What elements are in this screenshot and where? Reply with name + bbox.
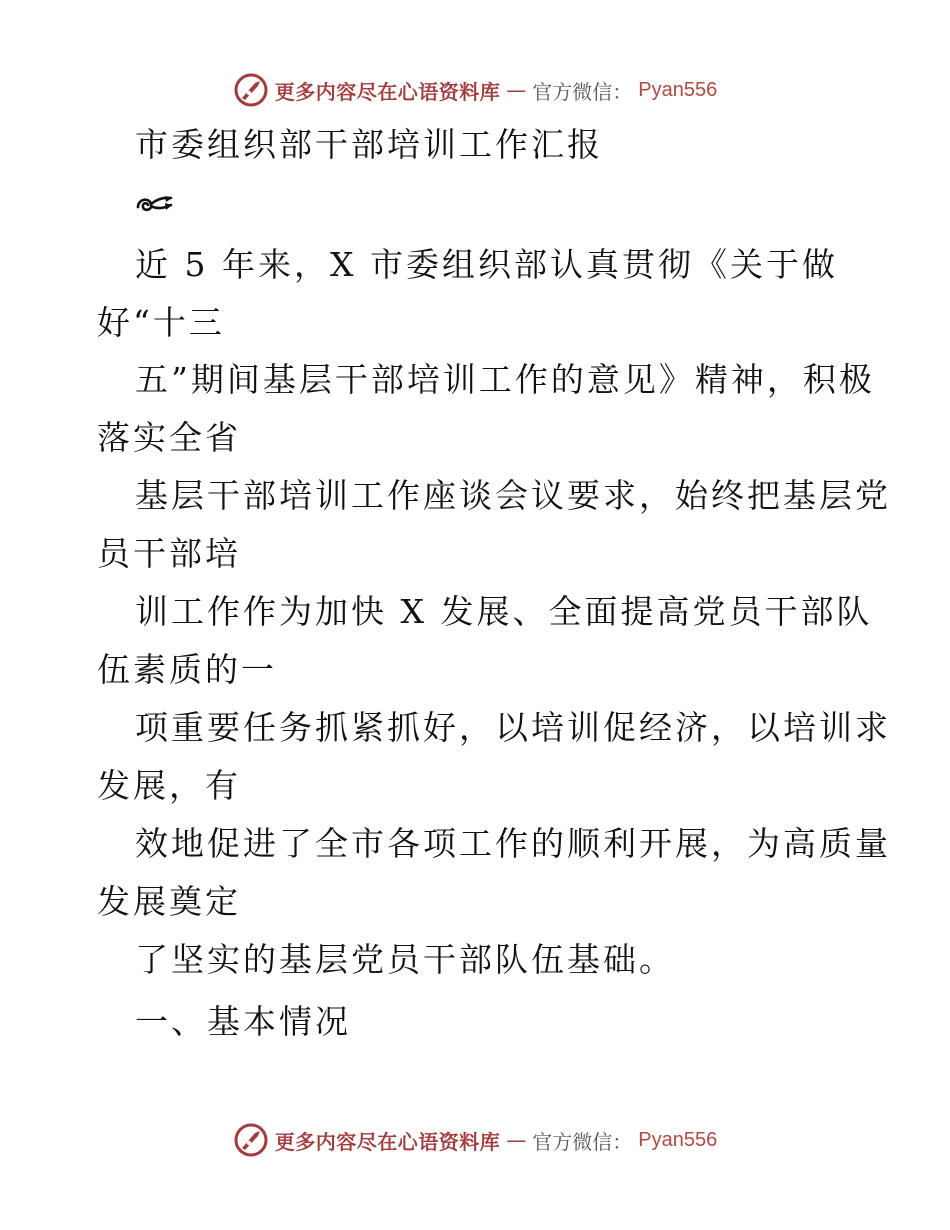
document-title: 市委组织部干部培训工作汇报 <box>135 125 603 164</box>
paragraph-line: 效地促进了全市各项工作的顺利开展，为高质量 <box>135 824 891 863</box>
paragraph-line: 员干部培 <box>97 534 241 573</box>
footer-banner <box>0 1120 950 1160</box>
pen-nib-circle-icon <box>233 72 269 108</box>
banner-wechat-id: Pyan556 <box>638 1128 718 1151</box>
paragraph-line: 好“十三 <box>97 303 225 342</box>
paragraph-line: 落实全省 <box>97 418 241 457</box>
banner-dash: — <box>506 78 527 102</box>
banner-wechat-label: 官方微信： <box>532 79 633 104</box>
paragraph-line: 近 5 年来，X 市委组织部认真贯彻《关于做 <box>135 245 838 284</box>
paragraph-line: 发展奠定 <box>97 882 241 921</box>
paragraph-line: 项重要任务抓紧抓好，以培训促经济，以培训求 <box>135 708 891 747</box>
banner-site-text: 更多内容尽在心语资料库 <box>274 1129 501 1154</box>
banner-wechat-id: Pyan556 <box>638 78 718 101</box>
pen-nib-circle-icon <box>233 1122 269 1158</box>
banner-wechat-label: 官方微信： <box>532 1129 633 1154</box>
paragraph-line: 伍素质的一 <box>97 650 277 689</box>
paragraph-line: 了坚实的基层党员干部队伍基础。 <box>135 940 675 979</box>
section-heading: 一、基本情况 <box>135 1002 351 1041</box>
paragraph-line: 基层干部培训工作座谈会议要求，始终把基层党 <box>135 476 891 515</box>
banner-site-text: 更多内容尽在心语资料库 <box>274 79 501 104</box>
paragraph-line: 五”期间基层干部培训工作的意见》精神，积极 <box>135 360 875 399</box>
swirl-ornament-icon <box>135 193 175 217</box>
paragraph-line: 发展，有 <box>97 766 241 805</box>
header-banner <box>0 70 950 110</box>
banner-dash: — <box>506 1128 527 1152</box>
paragraph-line: 训工作作为加快 X 发展、全面提高党员干部队 <box>135 592 873 631</box>
